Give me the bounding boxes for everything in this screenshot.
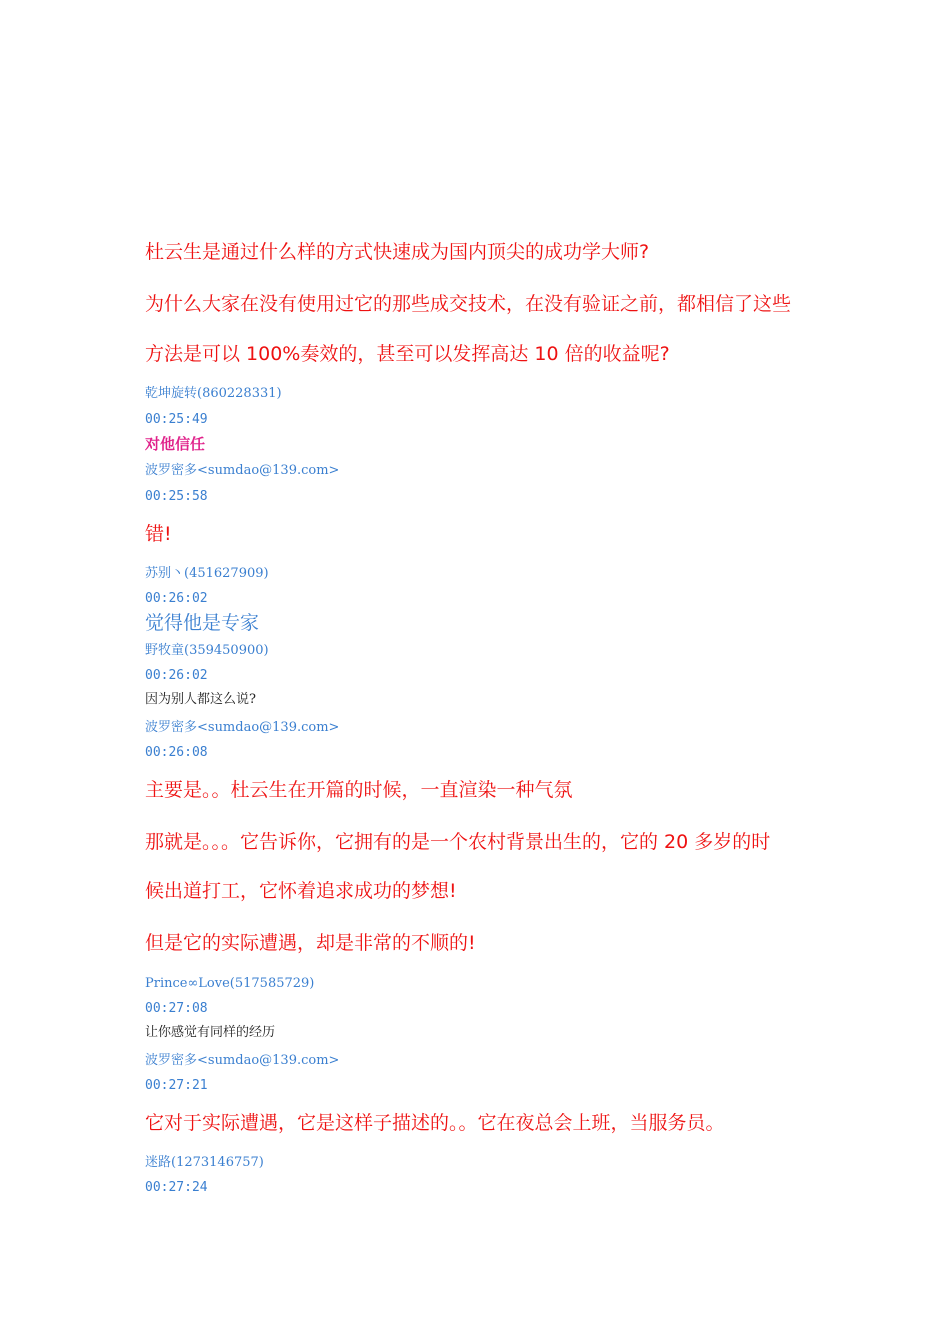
message-text: 让你感觉有同样的经历 xyxy=(145,1025,276,1040)
sender-name: 波罗密多<sumdao@139.com> xyxy=(145,720,340,735)
sender-name: 波罗密多<sumdao@139.com> xyxy=(145,463,340,478)
message-text: 觉得他是专家 xyxy=(145,612,260,634)
message-text: 但是它的实际遭遇，却是非常的不顺的! xyxy=(145,932,476,954)
message-text: 因为别人都这么说? xyxy=(145,692,256,707)
message-time: 00:27:21 xyxy=(145,1078,208,1093)
question-line-1: 杜云生是通过什么样的方式快速成为国内顶尖的成功学大师? xyxy=(145,241,650,263)
message-time: 00:26:02 xyxy=(145,668,208,683)
message-text: 主要是。。杜云生在开篇的时候，一直渲染一种气氛 xyxy=(145,779,573,801)
sender-name: 乾坤旋转(860228331) xyxy=(145,386,282,401)
sender-name: Prince∞Love(517585729) xyxy=(145,976,315,991)
message-time: 00:25:58 xyxy=(145,489,208,504)
message-text: 对他信任 xyxy=(145,435,206,453)
message-text: 候出道打工，它怀着追求成功的梦想! xyxy=(145,880,457,902)
message-text: 那就是。。。它告诉你，它拥有的是一个农村背景出生的，它的 20 多岁的时 xyxy=(145,831,771,853)
sender-name: 波罗密多<sumdao@139.com> xyxy=(145,1053,340,1068)
sender-name: 野牧童(359450900) xyxy=(145,643,269,658)
message-text: 错! xyxy=(145,523,172,545)
message-time: 00:27:24 xyxy=(145,1180,208,1195)
message-time: 00:26:02 xyxy=(145,591,208,606)
message-text: 它对于实际遭遇，它是这样子描述的。。它在夜总会上班，当服务员。 xyxy=(145,1112,725,1134)
message-time: 00:27:08 xyxy=(145,1001,208,1016)
question-line-3: 方法是可以 100%奏效的，甚至可以发挥高达 10 倍的收益呢? xyxy=(145,343,670,365)
question-line-2: 为什么大家在没有使用过它的那些成交技术，在没有验证之前，都相信了这些 xyxy=(145,293,792,315)
message-time: 00:26:08 xyxy=(145,745,208,760)
sender-name: 迷路(1273146757) xyxy=(145,1155,264,1170)
message-time: 00:25:49 xyxy=(145,412,208,427)
sender-name: 苏别丶(451627909) xyxy=(145,566,269,581)
